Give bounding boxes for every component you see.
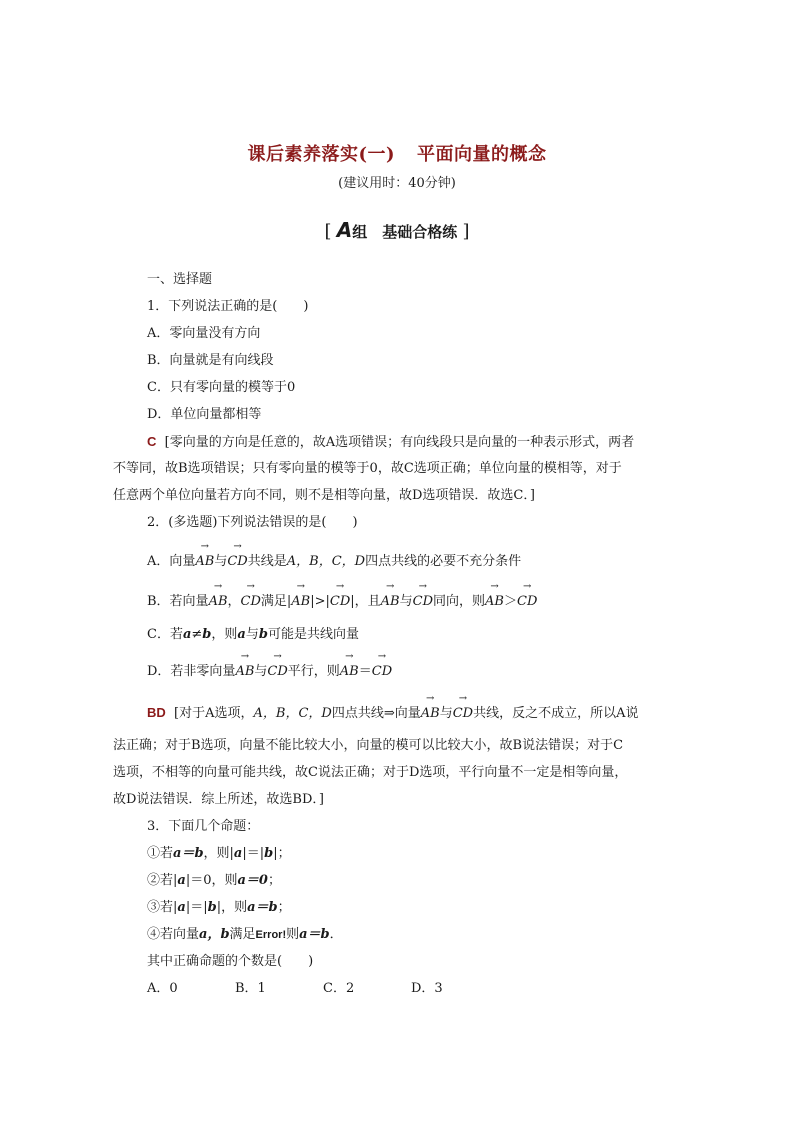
q3-option-b: B．1 [235, 981, 266, 996]
q2-d-mid: 平行，则 [287, 664, 340, 679]
q3-s4-error: Error! [255, 929, 287, 941]
q2-b-comma: ， [227, 594, 241, 609]
q2-c-a2: a [237, 627, 246, 642]
q2-ex1-a: [对于A选项， [174, 706, 254, 721]
q1-option-b: B．向量就是有向线段 [147, 353, 274, 368]
q2-option-c [147, 626, 359, 644]
q3-s1-pre: ①若 [147, 846, 174, 861]
page-title [0, 140, 794, 166]
q3-s1-end: |； [273, 846, 291, 861]
q3-s4-then: 则 [286, 927, 300, 942]
q3-s2-mid: |＝0，则 [185, 873, 238, 888]
q2-d-prefix: D．若非零向量 [147, 664, 236, 679]
title-main: 课后素养落实(一) [247, 144, 396, 165]
q2-c-b2: b [258, 627, 268, 642]
group-heading [0, 218, 794, 242]
q2-b-bar: |，且 [350, 594, 381, 609]
vector-ab: → AB [340, 661, 359, 681]
q2-explanation-line [147, 703, 638, 723]
q3-s2-pre: ②若| [147, 873, 178, 888]
q1-explain-2: 不等同，故B选项错误；只有零向量的模等于0，故C选项正确；单位向量的模相等，对于 [113, 461, 622, 476]
q2-a-yu: 与 [214, 554, 228, 569]
q2-c-a: a [182, 627, 192, 642]
q2-b-mid: 满足| [260, 594, 292, 609]
q2-d-yu: 与 [254, 664, 268, 679]
q3-s4-ab: a，b [199, 927, 230, 942]
q2-explain-4: 故D说法错误．综上所述，故选BD．] [113, 792, 324, 807]
q3-s1-a: a [233, 846, 243, 861]
group-letter: A [336, 218, 353, 242]
vector-ab: → AB [485, 591, 504, 611]
q2-c-text-1: C．若 [147, 627, 183, 642]
q2-c-b: b [202, 627, 212, 642]
time-hint: (建议用时：40分钟) [338, 176, 456, 191]
vector-cd: → CD [413, 591, 433, 611]
vector-cd: → CD [227, 551, 247, 571]
q1-explain-1: [零向量的方向是任意的，故A选项错误；有向线段只是向量的一种表示形式，两者 [164, 435, 635, 450]
q2-ex1-c: 共线，反之不成立，所以A说 [473, 706, 639, 721]
q3-s1-expr: a＝b [173, 846, 204, 861]
q3-s3-b: b [207, 900, 217, 915]
vector-cd: → CD [241, 591, 261, 611]
q3-statement-3 [147, 899, 291, 917]
q2-a-suffix: 共线是 [247, 554, 287, 569]
q3-s3-then: |，则 [216, 900, 248, 915]
q2-ex1-yu: 与 [439, 706, 453, 721]
group-label: 组 基础合格练 [352, 223, 458, 241]
q2-b-gt: |>| [310, 594, 330, 609]
q3-s4-pre: ④若向量 [147, 927, 200, 942]
q3-s3-expr: a＝b [247, 900, 278, 915]
q2-explain-3: 选项，不相等的向量可能共线，故C说法正确；对于D选项，平行向量不一定是相等向量， [113, 765, 628, 780]
q1-explain-3: 任意两个单位向量若方向不同，则不是相等向量，故D选项错误．故选C．] [113, 488, 535, 503]
q1-stem: 1．下列说法正确的是( ) [147, 299, 309, 314]
q3-s2-a: a [177, 873, 186, 888]
q1-option-c: C．只有零向量的模等于0 [147, 380, 296, 395]
vector-ab: → AB [235, 661, 254, 681]
q3-s3-a: a [177, 900, 186, 915]
q2-c-text-3: 与 [245, 627, 259, 642]
q3-s1-eq: |＝| [242, 846, 265, 861]
q2-b-prefix: B．若向量 [147, 594, 209, 609]
vector-cd: → CD [517, 591, 537, 611]
vector-ab: → AB [421, 703, 440, 723]
q1-explanation-line [147, 433, 634, 452]
vector-cd: → CD [330, 591, 350, 611]
title-topic: 平面向量的概念 [417, 144, 547, 165]
vector-ab: → AB [381, 591, 400, 611]
group-bracket-open: [ [324, 221, 332, 242]
q3-option-d: D．3 [411, 981, 443, 996]
q3-statement-2 [147, 872, 281, 890]
q2-option-d [147, 661, 392, 681]
vector-ab: → AB [291, 591, 310, 611]
q1-option-d: D．单位向量都相等 [147, 407, 262, 422]
q2-d-eq: ＝ [358, 664, 372, 679]
q3-s1-b: b [264, 846, 274, 861]
q2-ex1-points: A，B，C，D [253, 706, 332, 721]
q3-statement-4 [147, 926, 343, 944]
q3-options [147, 980, 499, 998]
q2-a-tail: 四点共线的必要不充分条件 [365, 554, 522, 569]
q3-statement-1 [147, 845, 291, 863]
q3-s4-mid: 满足 [229, 927, 256, 942]
vector-cd: → CD [267, 661, 287, 681]
q2-a-points: A，B，C，D [286, 554, 366, 569]
q1-option-a: A．零向量没有方向 [147, 326, 261, 341]
q2-option-a [147, 551, 521, 571]
q2-answer: BD [147, 705, 166, 720]
vector-ab: → AB [195, 551, 214, 571]
q3-count-stem: 其中正确命题的个数是( ) [147, 954, 314, 969]
q3-option-c: C．2 [323, 981, 355, 996]
group-bracket-close: ] [462, 221, 470, 242]
vector-cd: → CD [372, 661, 392, 681]
q2-b-greater: ＞ [503, 594, 517, 609]
q3-s3-pre: ③若| [147, 900, 178, 915]
q2-stem: 2．(多选题)下列说法错误的是( ) [147, 515, 358, 530]
q3-s4-end: ． [329, 927, 343, 942]
q2-b-yu: 与 [399, 594, 413, 609]
section-heading: 一、选择题 [147, 272, 213, 287]
q2-b-same: 同向，则 [433, 594, 486, 609]
q2-a-prefix: A．向量 [147, 554, 196, 569]
vector-cd: → CD [453, 703, 473, 723]
vector-ab: → AB [209, 591, 228, 611]
q2-option-b [147, 591, 537, 611]
q2-c-text-2: ，则 [211, 627, 238, 642]
q3-s4-expr: a＝b [299, 927, 330, 942]
q3-s1-mid: ，则| [203, 846, 234, 861]
q1-answer: C [147, 434, 157, 449]
q3-option-a: A．0 [147, 981, 178, 996]
q2-c-text-4: 可能是共线向量 [267, 627, 359, 642]
q3-stem: 3．下面几个命题： [147, 819, 260, 834]
q2-ex1-b: 四点共线⇒向量 [331, 706, 421, 721]
q3-s3-mid: |＝| [185, 900, 208, 915]
q3-s3-end: ； [277, 900, 291, 915]
q2-explain-2: 法正确；对于B选项，向量不能比较大小，向量的模可以比较大小，故B说法错误；对于C [113, 738, 624, 753]
q3-s2-end: ； [267, 873, 281, 888]
q2-c-neq: ≠ [191, 627, 203, 642]
q3-s2-expr: a＝0 [237, 873, 268, 888]
